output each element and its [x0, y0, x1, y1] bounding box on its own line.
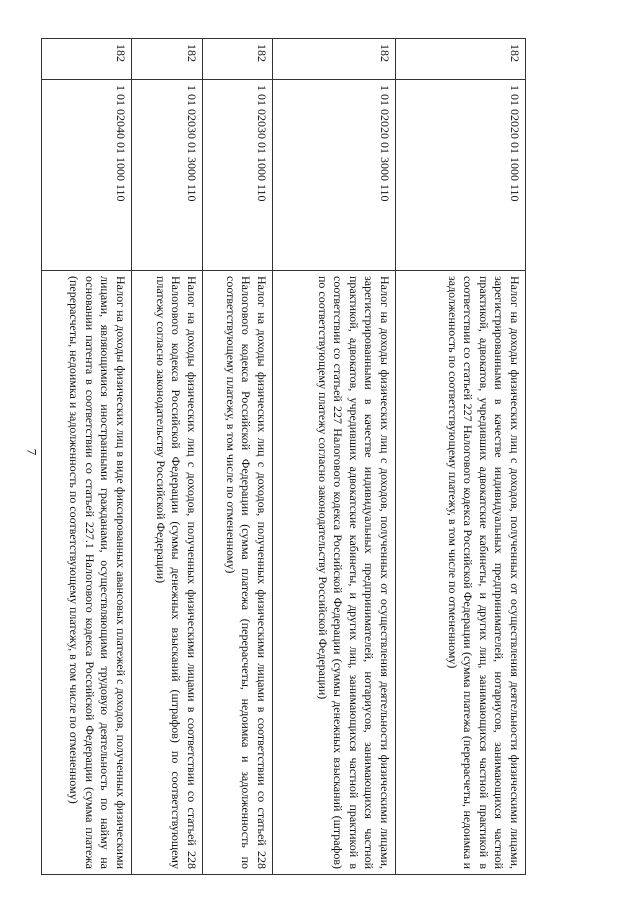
description-cell: Налог на доходы физических лиц с доходов, полученных от осуществления деятельности физическими лицами, зарегистрированными в качестве индивидуальных предпринимателей, нотариусов, занимающихся частной практикой, адвокатов, учредивших адвокатские кабинеты, и других лиц, занимающихся частной практикой в соответствии со статьей 227 Налогового кодекса Российской Федерации (сумма платежа (перерасчеты, недоимка и задолженность по соответствующему платежу, в том числе по отмененному) [396, 271, 526, 875]
admin-code-cell: 182 [396, 39, 526, 80]
table-row [42, 39, 132, 875]
page-number: 7 [24, 448, 40, 456]
kbk-code-cell: 1 01 02030 01 1000 110 [203, 80, 273, 271]
table-row [203, 39, 273, 875]
description-cell: Налог на доходы физических лиц с доходов, полученных физическими лицами в соответствии со статьей 228 Налогового кодекса Российской Федерации (суммы денежных взысканий (штрафов) по соответствующему платежу согласно законодательству Российской Федерации) [132, 271, 203, 875]
description-cell: Налог на доходы физических лиц с доходов, полученных от осуществления деятельности физическими лицами, зарегистрированными в качестве индивидуальных предпринимателей, нотариусов, занимающихся частной практикой, адвокатов, учредивших адвокатские кабинеты, и других лиц, занимающихся частной практикой в соответствии со статьей 227 Налогового кодекса Российской Федерации (суммы денежных взысканий (штрафов) по соответствующему платежу согласно законодательству Российской Федерации) [273, 271, 396, 875]
admin-code-cell: 182 [42, 39, 132, 80]
kbk-code-cell: 1 01 02020 01 3000 110 [273, 80, 396, 271]
rotated-table-container [60, 38, 526, 875]
admin-code-cell: 182 [132, 39, 203, 80]
admin-code-cell: 182 [203, 39, 273, 80]
table-row [132, 39, 203, 875]
budget-codes-table [41, 38, 526, 875]
kbk-code-cell: 1 01 02030 01 3000 110 [132, 80, 203, 271]
description-cell: Налог на доходы физических лиц в виде фиксированных авансовых платежей с доходов, полученных физическими лицами, являющимися иностранными гражданами, осуществляющими трудовую деятельность по найму на основании патента в соответствии со статьей 227.1 Налогового кодекса Российской Федерации (сумма платежа (перерасчеты, недоимка и задолженность по соответствующему платежу, в том числе по отмененному) [42, 271, 132, 875]
kbk-code-cell: 1 01 02020 01 1000 110 [396, 80, 526, 271]
kbk-code-cell: 1 01 02040 01 1000 110 [42, 80, 132, 271]
table-row [396, 39, 526, 875]
admin-code-cell: 182 [273, 39, 396, 80]
description-cell: Налог на доходы физических лиц с доходов, полученных физическими лицами в соответствии со статьей 228 Налогового кодекса Российской Федерации (сумма платежа (перерасчеты, недоимка и задолженность по соответствующему платежу, в том числе по отмененному) [203, 271, 273, 875]
table-row [273, 39, 396, 875]
